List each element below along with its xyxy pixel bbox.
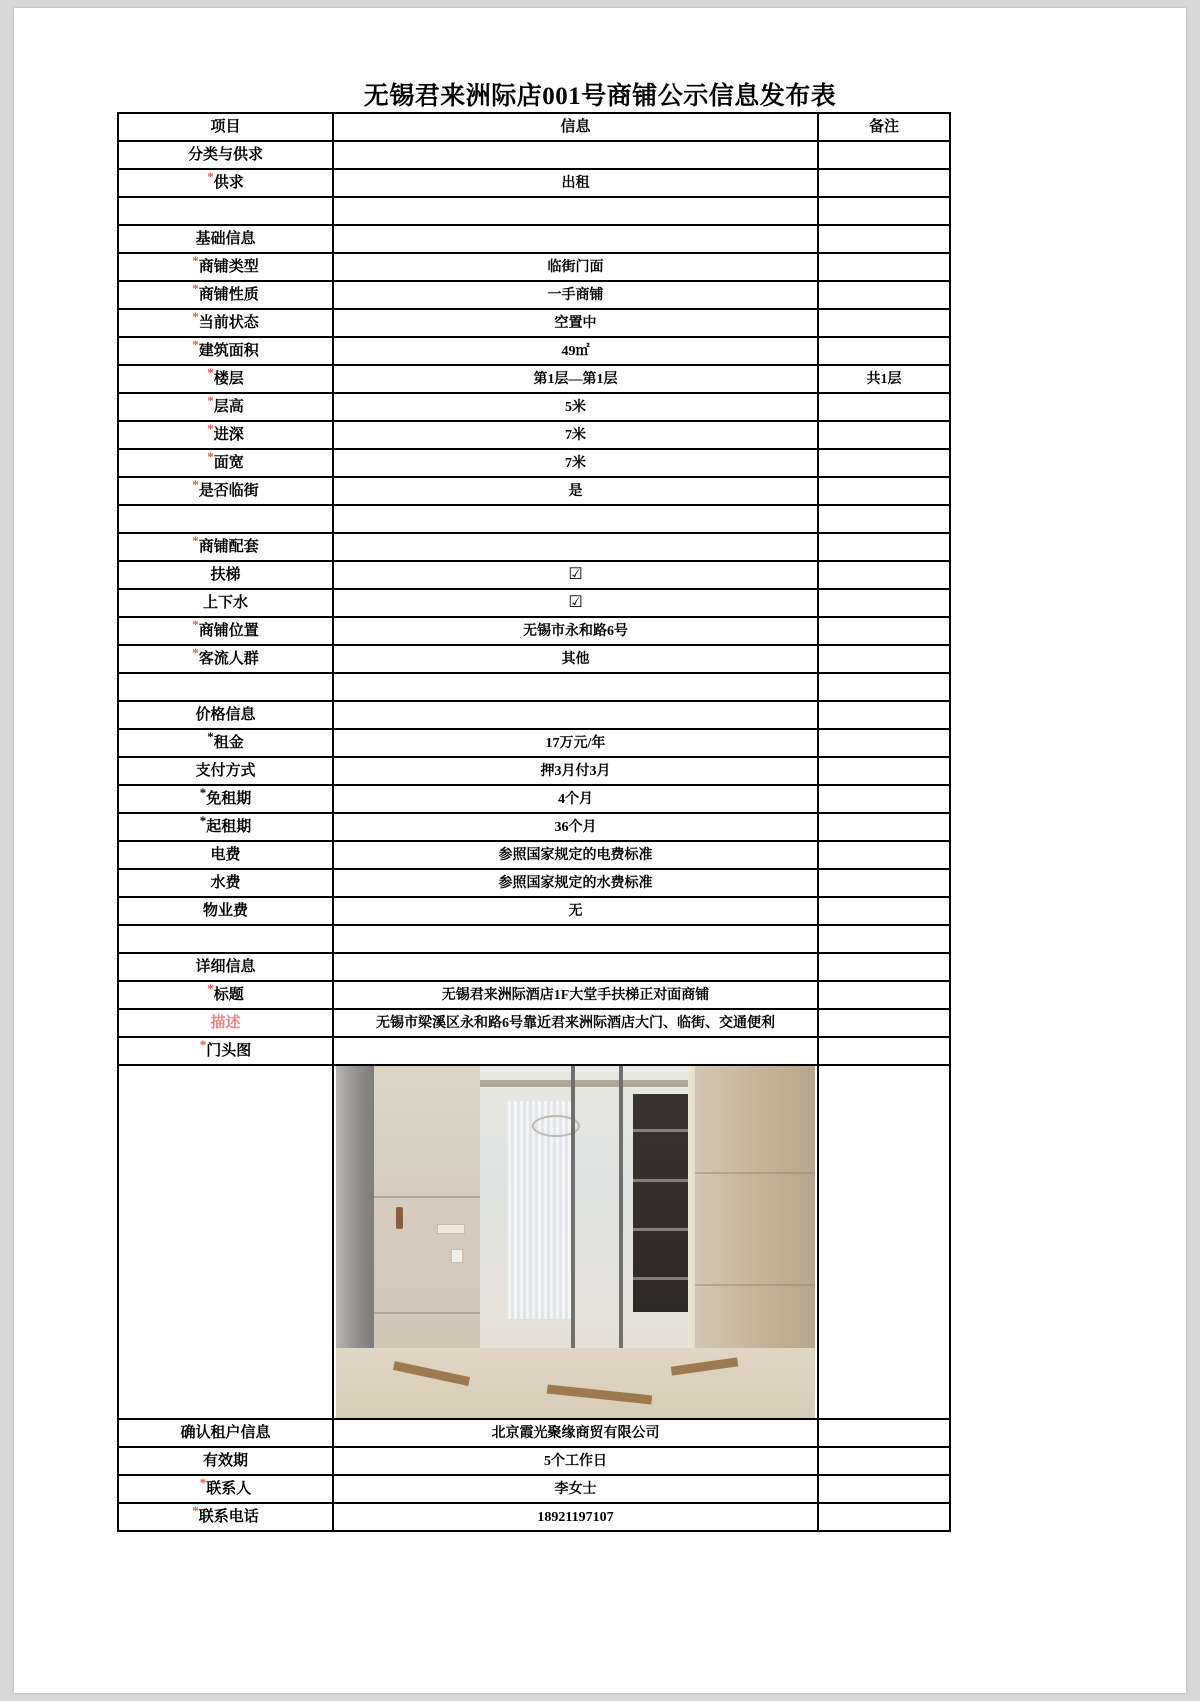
spacer-cell (818, 505, 950, 533)
row-value-26 (333, 869, 818, 897)
row-value-7 (333, 337, 818, 365)
section-label: 详细信息 (195, 958, 256, 975)
row-value-25 (333, 841, 818, 869)
storefront-photo-cell (333, 1065, 818, 1419)
photo-floor (336, 1348, 815, 1418)
table-row (118, 701, 950, 729)
table-row (118, 589, 950, 617)
table-row (118, 225, 950, 253)
table-row (118, 981, 950, 1009)
row-value-20 (333, 701, 818, 729)
field-label: 确认租户信息 (180, 1424, 271, 1441)
field-label: 联系电话 (198, 1508, 259, 1525)
field-label: 支付方式 (195, 762, 256, 779)
row-label-12 (118, 477, 333, 505)
header-info: 信息 (333, 113, 818, 141)
checked-checkbox-icon[interactable]: ☑ (568, 594, 583, 612)
field-label: 面宽 (213, 454, 244, 471)
row-label-10 (118, 421, 333, 449)
row-note-34 (818, 1419, 950, 1447)
row-value-30 (333, 981, 818, 1009)
row-label-36 (118, 1475, 333, 1503)
field-value: 无锡君来洲际酒店1F大堂手扶梯正对面商铺 (441, 987, 710, 1003)
table-row (118, 253, 950, 281)
row-note-32 (818, 1037, 950, 1065)
photo-pillar-seam (374, 1196, 479, 1198)
table-row (118, 309, 950, 337)
field-label: 标题 (213, 986, 244, 1003)
field-value: 4个月 (558, 791, 593, 807)
row-label-20 (118, 701, 333, 729)
row-note-23 (818, 785, 950, 813)
row-note-29 (818, 953, 950, 981)
field-label: 层高 (213, 398, 244, 415)
row-note-33 (818, 1065, 950, 1419)
photo-wrap (336, 1066, 815, 1418)
table-row (118, 141, 950, 169)
table-row (118, 1419, 950, 1447)
row-value-9 (333, 393, 818, 421)
table-row (118, 813, 950, 841)
field-value: 无锡市梁溪区永和路6号靠近君来洲际酒店大门、临街、交通便利 (376, 1015, 775, 1031)
field-value: 参照国家规定的电费标准 (498, 847, 653, 863)
field-value: 押3月付3月 (540, 763, 611, 779)
field-label: 扶梯 (210, 566, 241, 583)
row-label-31 (118, 1009, 333, 1037)
field-label: 商铺类型 (198, 258, 259, 275)
note-value: 共1层 (866, 371, 902, 387)
row-note-16 (818, 589, 950, 617)
required-asterisk: * (207, 449, 214, 464)
spacer-cell (333, 197, 818, 225)
section-label: 基础信息 (195, 230, 256, 247)
field-value: 49㎡ (561, 343, 590, 359)
table-row (118, 729, 950, 757)
field-label: 物业费 (202, 902, 248, 919)
row-label-34 (118, 1419, 333, 1447)
photo-shelf-line (633, 1228, 695, 1231)
table-row (118, 673, 950, 701)
required-asterisk: * (192, 337, 199, 352)
row-value-8 (333, 365, 818, 393)
section-label: 分类与供求 (187, 146, 263, 163)
photo-door-header (480, 1080, 696, 1087)
required-asterisk: * (207, 981, 214, 996)
field-label: 电费 (210, 846, 241, 863)
field-label: 上下水 (202, 594, 248, 611)
field-label: 水费 (210, 874, 241, 891)
spacer-cell (333, 673, 818, 701)
row-value-21 (333, 729, 818, 757)
row-label-1 (118, 169, 333, 197)
required-asterisk: * (192, 309, 199, 324)
row-label-32 (118, 1037, 333, 1065)
required-asterisk: * (207, 393, 214, 408)
table-row (118, 869, 950, 897)
field-label: 有效期 (202, 1452, 248, 1469)
row-value-3 (333, 225, 818, 253)
row-label-11 (118, 449, 333, 477)
row-label-37 (118, 1503, 333, 1531)
field-value: 李女士 (554, 1481, 597, 1497)
table-row (118, 785, 950, 813)
table-row (118, 925, 950, 953)
table-row (118, 169, 950, 197)
photo-shelf-line (633, 1129, 695, 1132)
table-row (118, 365, 950, 393)
row-value-12 (333, 477, 818, 505)
table-row (118, 1037, 950, 1065)
field-value: 7米 (565, 455, 586, 471)
table-row (118, 757, 950, 785)
required-asterisk: * (207, 729, 214, 744)
required-asterisk: * (192, 281, 199, 296)
row-label-29 (118, 953, 333, 981)
required-asterisk: * (192, 533, 199, 548)
field-value: 参照国家规定的水费标准 (498, 875, 653, 891)
table-row (118, 1447, 950, 1475)
row-note-9 (818, 393, 950, 421)
row-note-27 (818, 897, 950, 925)
row-value-32 (333, 1037, 818, 1065)
row-value-6 (333, 309, 818, 337)
table-row (118, 953, 950, 981)
row-value-10 (333, 421, 818, 449)
header-item: 项目 (118, 113, 333, 141)
field-label: 是否临街 (198, 482, 259, 499)
row-note-0 (818, 141, 950, 169)
row-value-23 (333, 785, 818, 813)
row-note-18 (818, 645, 950, 673)
row-value-5 (333, 281, 818, 309)
row-note-20 (818, 701, 950, 729)
spacer-cell (118, 197, 333, 225)
row-note-26 (818, 869, 950, 897)
table-row (118, 337, 950, 365)
row-label-8 (118, 365, 333, 393)
section-label: 价格信息 (195, 706, 256, 723)
required-asterisk: * (192, 617, 199, 632)
table-row (118, 645, 950, 673)
storefront-photo (336, 1066, 815, 1418)
field-label: 商铺位置 (198, 622, 259, 639)
photo-wall-switch (451, 1249, 463, 1263)
row-label-9 (118, 393, 333, 421)
spacer-cell (118, 505, 333, 533)
table-row (118, 1475, 950, 1503)
required-asterisk: * (192, 253, 199, 268)
row-value-24 (333, 813, 818, 841)
row-value-4 (333, 253, 818, 281)
row-label-16 (118, 589, 333, 617)
row-label-14 (118, 533, 333, 561)
table-body (118, 113, 950, 1531)
table-row (118, 561, 950, 589)
row-note-8 (818, 365, 950, 393)
table-row (118, 841, 950, 869)
field-value: 是 (568, 483, 583, 499)
field-value: 第1层—第1层 (533, 371, 618, 387)
row-value-37 (333, 1503, 818, 1531)
field-value: 一手商铺 (547, 287, 604, 303)
row-label-4 (118, 253, 333, 281)
photo-shelf-line (633, 1179, 695, 1182)
photo-wall-seam (695, 1284, 815, 1286)
field-label: 当前状态 (198, 314, 259, 331)
checkbox-value (333, 589, 818, 617)
row-note-12 (818, 477, 950, 505)
row-label-24 (118, 813, 333, 841)
row-label-27 (118, 897, 333, 925)
field-label: 起租期 (206, 818, 252, 835)
row-value-27 (333, 897, 818, 925)
field-label: 进深 (213, 426, 244, 443)
field-value: 其他 (561, 651, 590, 667)
field-label: 客流人群 (198, 650, 259, 667)
field-label: 商铺性质 (198, 286, 259, 303)
row-note-3 (818, 225, 950, 253)
row-label-26 (118, 869, 333, 897)
required-asterisk: * (199, 813, 207, 828)
table-row (118, 617, 950, 645)
row-label-21 (118, 729, 333, 757)
row-label-25 (118, 841, 333, 869)
row-note-10 (818, 421, 950, 449)
field-value: 17万元/年 (545, 735, 606, 751)
table-row (118, 421, 950, 449)
row-value-35 (333, 1447, 818, 1475)
field-value: 出租 (561, 175, 590, 191)
spacer-cell (118, 673, 333, 701)
row-value-29 (333, 953, 818, 981)
photo-wall-seam (695, 1172, 815, 1174)
row-note-25 (818, 841, 950, 869)
table-row (118, 897, 950, 925)
row-note-1 (818, 169, 950, 197)
row-label-15 (118, 561, 333, 589)
spacer-cell (333, 925, 818, 953)
table-row (118, 1503, 950, 1531)
required-asterisk: * (199, 1037, 207, 1052)
row-label-0 (118, 141, 333, 169)
row-note-11 (818, 449, 950, 477)
row-note-6 (818, 309, 950, 337)
photo-wall-vent (437, 1224, 465, 1234)
spacer-cell (333, 505, 818, 533)
table-row (118, 505, 950, 533)
table-row (118, 393, 950, 421)
spacer-cell (818, 673, 950, 701)
row-label-23 (118, 785, 333, 813)
table-row (118, 449, 950, 477)
row-value-36 (333, 1475, 818, 1503)
required-asterisk: * (207, 365, 214, 380)
spacer-cell (818, 925, 950, 953)
required-asterisk: * (192, 1503, 199, 1518)
field-value: 临街门面 (547, 259, 604, 275)
table-row (118, 477, 950, 505)
photo-row-label (118, 1065, 333, 1419)
table-row (118, 1065, 950, 1419)
row-value-17 (333, 617, 818, 645)
row-note-30 (818, 981, 950, 1009)
page-title: 无锡君来洲际店001号商铺公示信息发布表 (363, 83, 837, 110)
photo-shelf-line (633, 1277, 695, 1280)
required-asterisk: * (192, 477, 199, 492)
field-label: 门头图 (206, 1042, 252, 1059)
field-value: 无锡市永和路6号 (523, 623, 628, 639)
field-value: 7米 (565, 427, 586, 443)
row-label-22 (118, 757, 333, 785)
row-note-31 (818, 1009, 950, 1037)
row-value-11 (333, 449, 818, 477)
row-label-18 (118, 645, 333, 673)
row-note-5 (818, 281, 950, 309)
row-value-0 (333, 141, 818, 169)
row-label-3 (118, 225, 333, 253)
row-label-35 (118, 1447, 333, 1475)
spacer-cell (818, 197, 950, 225)
required-asterisk: * (199, 1475, 207, 1490)
row-note-35 (818, 1447, 950, 1475)
field-label: 租金 (213, 734, 244, 751)
row-value-1 (333, 169, 818, 197)
header-note: 备注 (818, 113, 950, 141)
required-asterisk: * (207, 421, 214, 436)
required-asterisk: * (192, 645, 199, 660)
field-label: 联系人 (206, 1480, 252, 1497)
row-label-17 (118, 617, 333, 645)
row-note-17 (818, 617, 950, 645)
row-label-6 (118, 309, 333, 337)
row-value-18 (333, 645, 818, 673)
row-label-5 (118, 281, 333, 309)
row-note-21 (818, 729, 950, 757)
spacer-cell (118, 925, 333, 953)
row-value-14 (333, 533, 818, 561)
row-note-22 (818, 757, 950, 785)
table-row (118, 533, 950, 561)
field-label: 供求 (213, 174, 244, 191)
required-asterisk: * (207, 169, 214, 184)
row-note-24 (818, 813, 950, 841)
field-value: 空置中 (554, 315, 597, 331)
section-label: 商铺配套 (198, 538, 259, 555)
photo-wall-knob (396, 1207, 403, 1229)
row-value-34 (333, 1419, 818, 1447)
field-value: 北京霞光聚缘商贸有限公司 (491, 1425, 660, 1441)
row-note-15 (818, 561, 950, 589)
required-asterisk: * (199, 785, 207, 800)
row-note-36 (818, 1475, 950, 1503)
field-label: 楼层 (213, 370, 244, 387)
field-value: 18921197107 (537, 1509, 614, 1525)
field-value: 36个月 (554, 819, 597, 835)
property-listing-table (117, 112, 951, 1532)
field-value: 5米 (565, 399, 586, 415)
row-note-7 (818, 337, 950, 365)
row-value-22 (333, 757, 818, 785)
table-row (118, 1009, 950, 1037)
table-header-row (118, 113, 950, 141)
checked-checkbox-icon[interactable]: ☑ (568, 566, 583, 584)
field-value: 无 (568, 903, 583, 919)
field-value: 5个工作日 (544, 1453, 607, 1469)
row-note-14 (818, 533, 950, 561)
row-value-31 (333, 1009, 818, 1037)
table-row (118, 197, 950, 225)
document-page (14, 8, 1186, 1693)
field-label: 免租期 (206, 790, 252, 807)
table-row (118, 281, 950, 309)
photo-pillar-seam (374, 1312, 479, 1314)
row-label-7 (118, 337, 333, 365)
field-label: 建筑面积 (198, 342, 259, 359)
row-label-30 (118, 981, 333, 1009)
row-note-4 (818, 253, 950, 281)
checkbox-value (333, 561, 818, 589)
description-label: 描述 (210, 1014, 241, 1031)
row-note-37 (818, 1503, 950, 1531)
